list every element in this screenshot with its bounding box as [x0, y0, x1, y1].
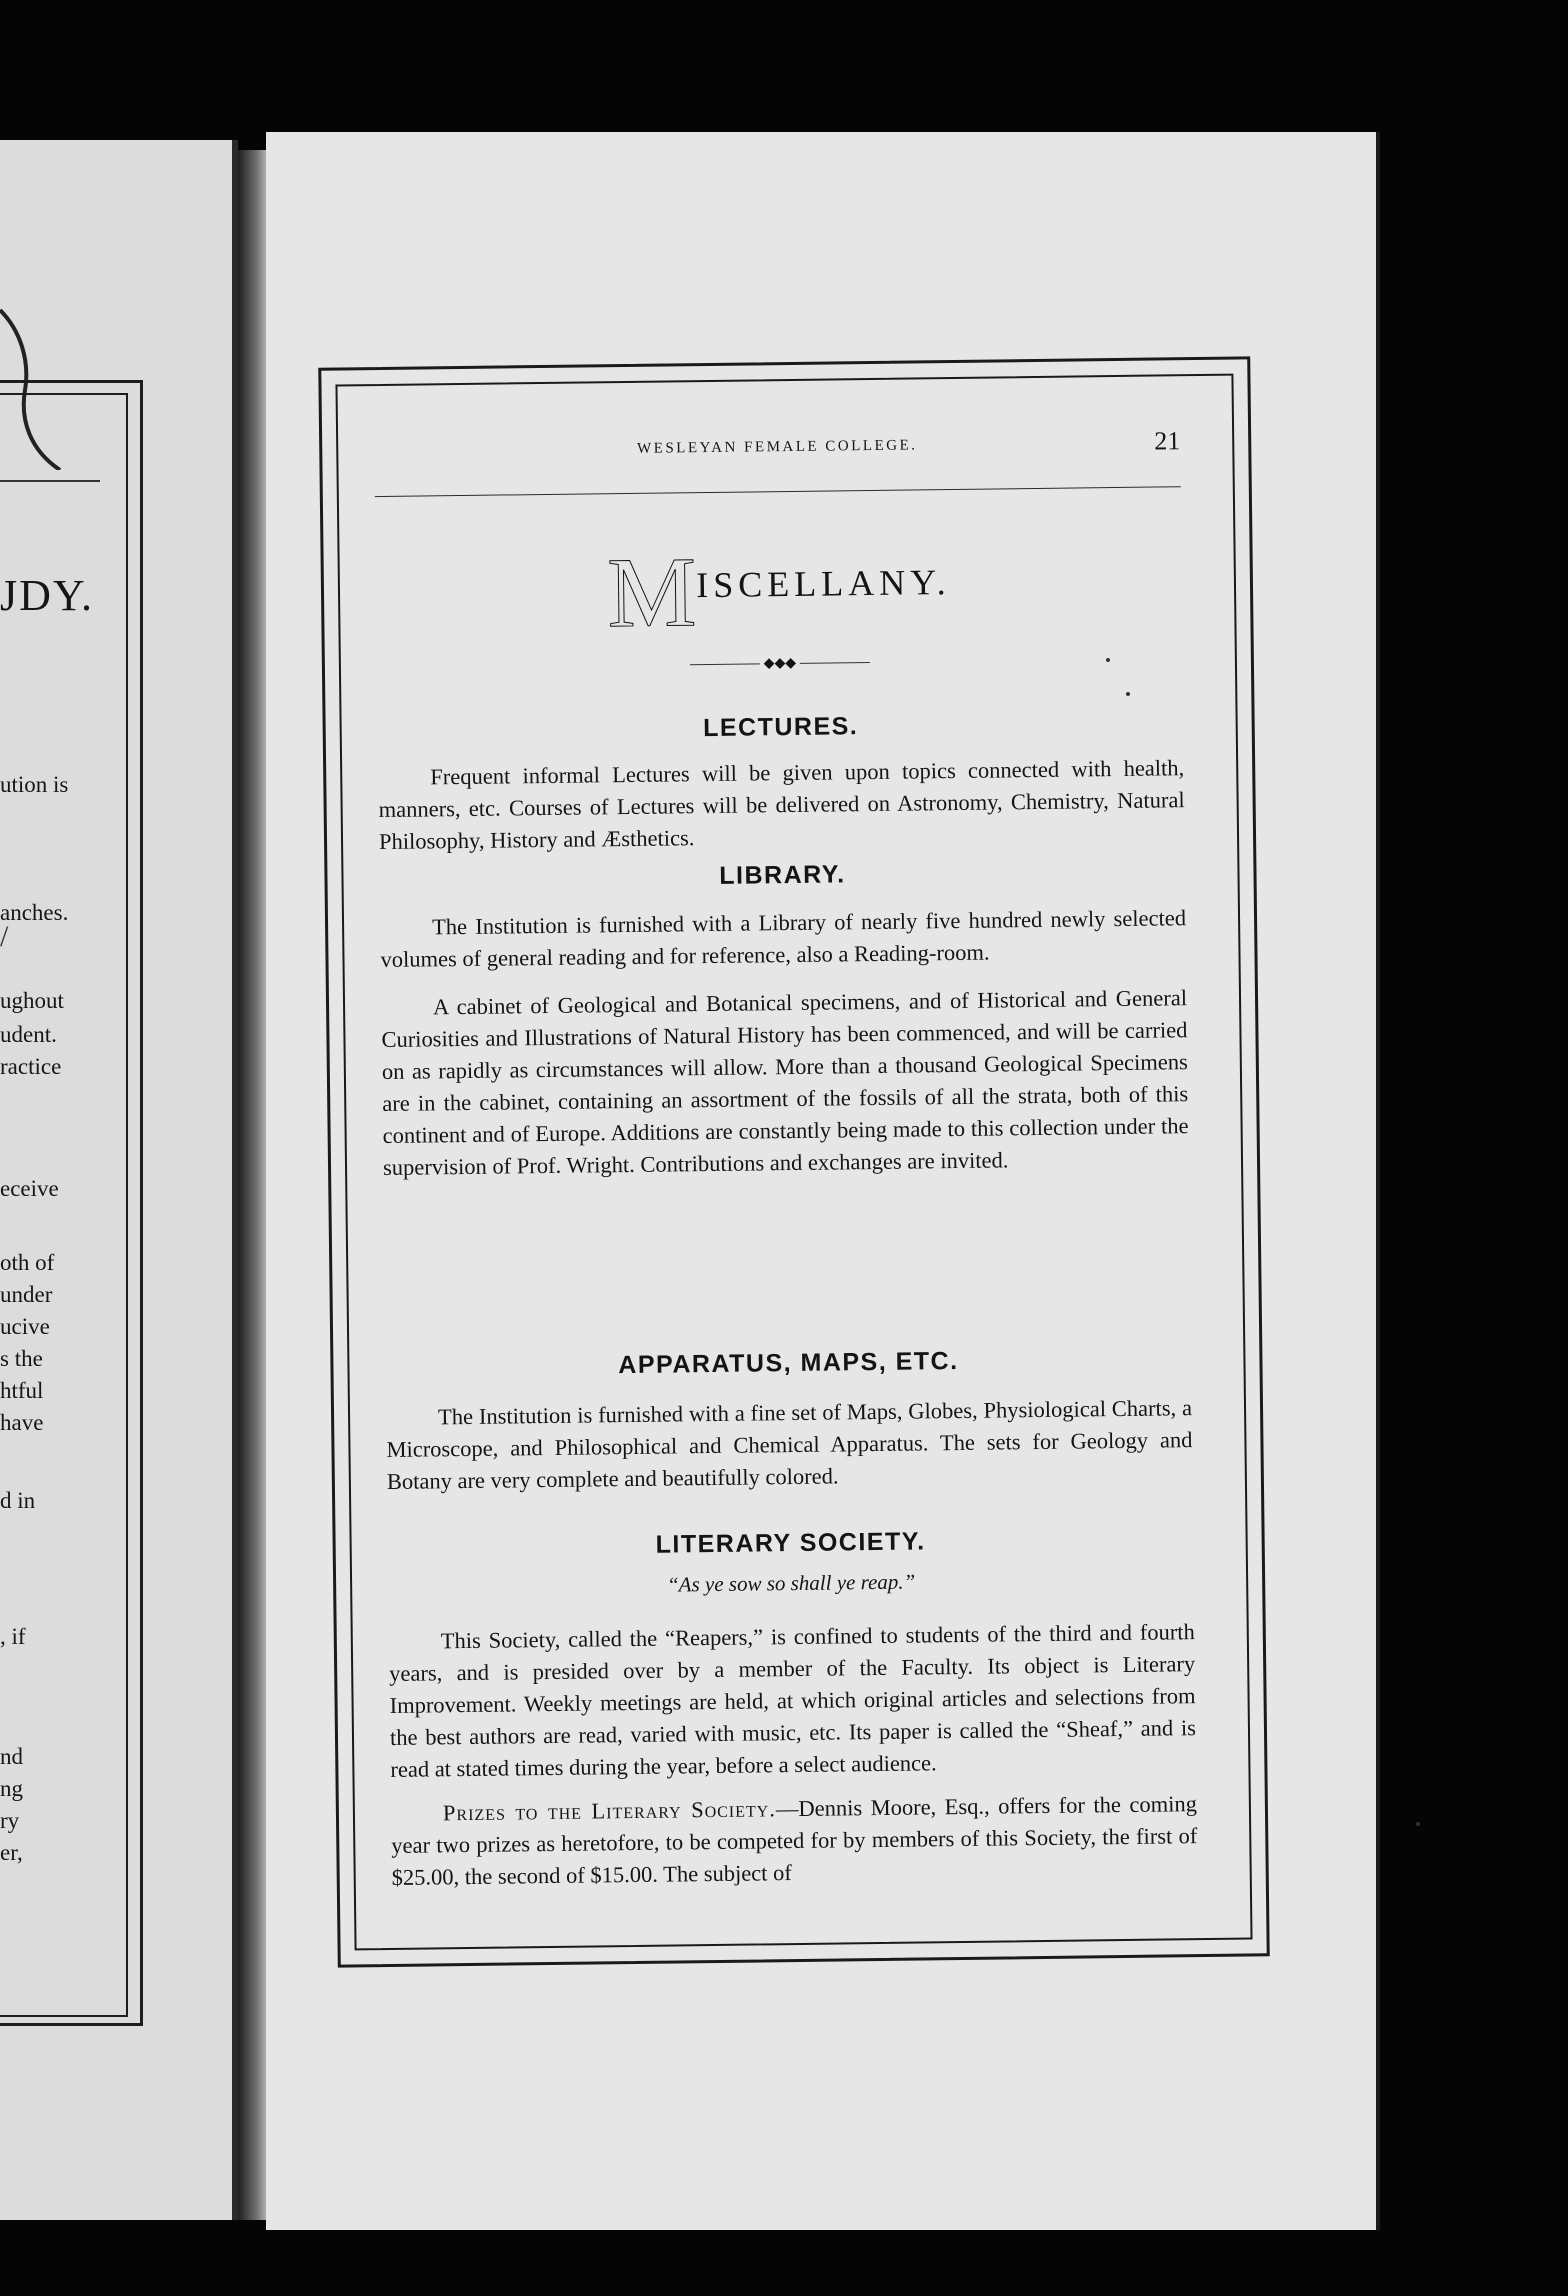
page-title	[375, 536, 1182, 649]
paper-speck	[1416, 1822, 1420, 1826]
left-line-fragment: d in	[0, 1488, 36, 1513]
page-content	[374, 404, 1198, 1890]
left-line-fragment: , if	[0, 1624, 26, 1649]
left-line-fragment: s the	[0, 1346, 43, 1371]
paragraph: A cabinet of Geological and Botanical specimens, and of Historical and General Curiosities and Illustrations of Natural History has been commenced, and will be carried on as rapidly as circumstances will allow. More than a thousand Geological Specimens are in the cabinet, containing an assortment of the fossils of all the strata, both of this continent and of Europe. Additions are constantly being made to this collection under the supervision of Prof. Wright. Contributions and exchanges are invited.	[381, 985, 1189, 1181]
book-gutter	[238, 150, 268, 2220]
title-rest: ISCELLANY.	[695, 562, 951, 606]
left-line-fragment: ractice	[0, 1054, 62, 1079]
paragraph: This Society, called the “Reapers,” is confined to students of the third and fourth years, and is presided over by a member of the Faculty. Its object is Literary Improvement. Weekly meetings are held, at which original articles and selections from the best authors are read, varied with music, etc. Its paper is called the “Sheaf,” and is read at stated times during the year, before a select audience.	[389, 1619, 1197, 1782]
paragraph: The Institution is furnished with a fine set of Maps, Globes, Physiological Charts, a Microscope, and Philosophical and Chemical Apparatus. The sets for Geology and Botany are very complete and beautifully colored.	[386, 1395, 1193, 1494]
left-line-fragment: ughout	[0, 988, 64, 1013]
prize-text: —Dennis Moore, Esq., offers for the coming year two prizes as heretofore, to be competed for by members of this Society, the first of $25.00, the second of $15.00. The subject of	[391, 1791, 1198, 1890]
left-heading-fragment: JDY.	[0, 571, 95, 620]
left-line-fragment: udent.	[0, 1022, 57, 1047]
left-line-fragment: under	[0, 1282, 53, 1307]
left-line-fragment: htful	[0, 1378, 44, 1403]
left-line-fragment: eceive	[0, 1176, 59, 1201]
prize-lead: Prizes to the Literary Society.	[442, 1796, 777, 1826]
title-ornamental-initial: M	[606, 536, 697, 649]
section-body-literary-society	[389, 1616, 1198, 1894]
left-line-fragment: anches.	[0, 900, 69, 925]
page-number: 21	[1154, 426, 1181, 456]
prize-paragraph	[391, 1788, 1198, 1894]
ink-mark: /	[0, 920, 9, 953]
left-rule	[0, 480, 100, 482]
page-border	[318, 356, 1269, 1967]
section-heading-literary-society: LITERARY SOCIETY.	[655, 1527, 926, 1559]
section-body-library	[380, 902, 1189, 1184]
left-line-fragment: oth of	[0, 1250, 55, 1275]
paragraph: The Institution is furnished with a Library of nearly five hundred newly selected volumes of general reading and for reference, also a Reading-room.	[380, 905, 1187, 973]
left-line-fragment: ution is	[0, 772, 69, 797]
running-head: WESLEYAN FEMALE COLLEGE.	[636, 437, 918, 457]
section-body-lectures	[378, 752, 1185, 858]
section-heading-apparatus: APPARATUS, MAPS, ETC.	[618, 1347, 959, 1380]
section-heading-library: LIBRARY.	[719, 860, 846, 890]
title-ornament: ◆◆◆	[377, 650, 1183, 677]
section-body-apparatus	[386, 1392, 1193, 1498]
header-rule	[375, 486, 1181, 497]
paragraph: Frequent informal Lectures will be given upon topics connected with health, manners, etc. Courses of Lectures will be delivered on Astronomy, Chemistry, Natural Philosophy, History and Æsthetics.	[378, 755, 1185, 855]
page-border-inner	[335, 374, 1252, 1951]
society-motto: “As ye sow so shall ye reap.”	[666, 1569, 916, 1597]
left-line-fragment: ry	[0, 1808, 20, 1833]
left-line-fragment: nd	[0, 1744, 23, 1769]
left-line-fragment: have	[0, 1410, 44, 1435]
left-line-fragment: ucive	[0, 1314, 50, 1339]
left-page	[0, 140, 238, 2220]
section-heading-lectures: LECTURES.	[702, 712, 859, 743]
left-line-fragment: er,	[0, 1840, 23, 1865]
left-line-fragment: ng	[0, 1776, 23, 1801]
